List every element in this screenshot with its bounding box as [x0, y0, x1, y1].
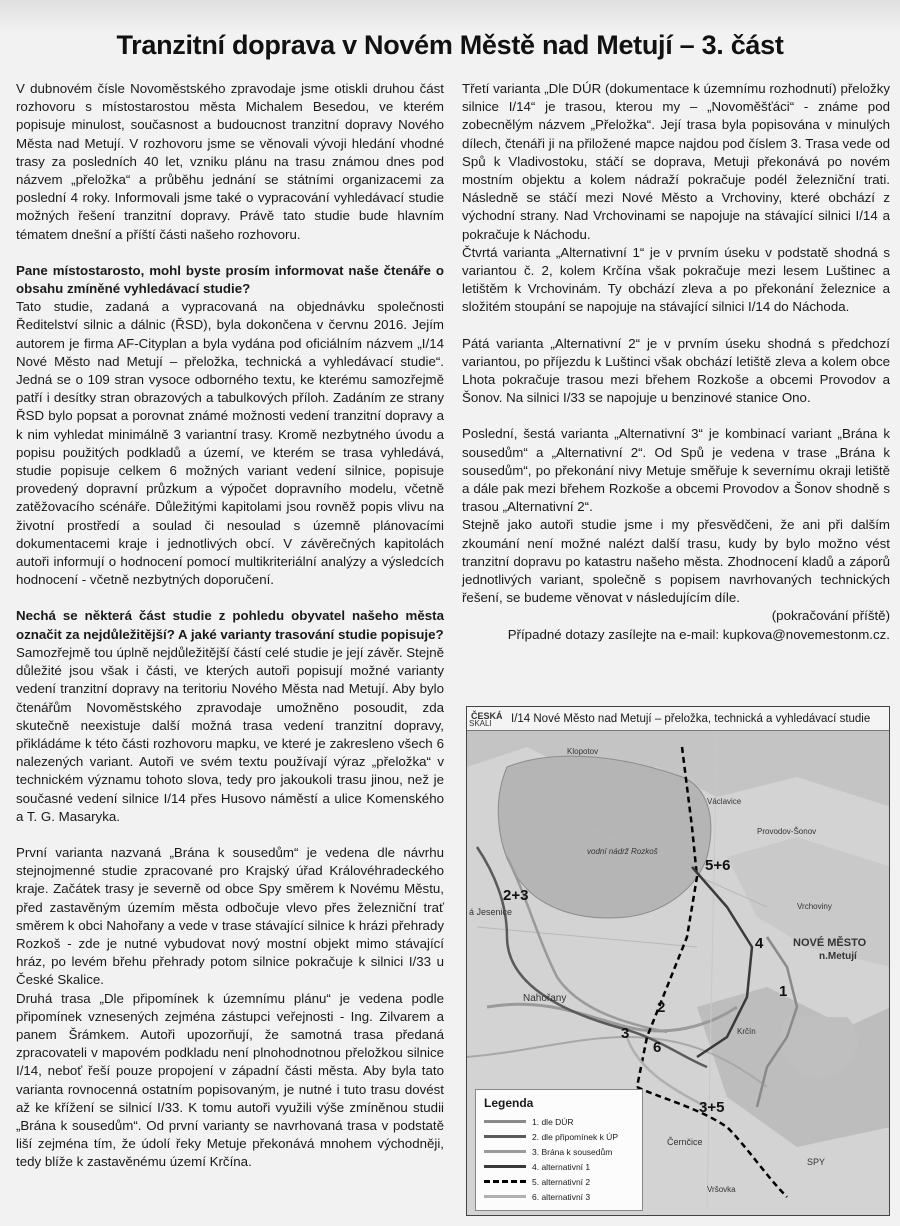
place-nahorany: Nahořany [523, 993, 567, 1004]
variant-5-paragraph: Pátá varianta „Alternativní 2“ je v prvním úseku shodná s předchozí variantou, po příjezdu k Luštinci však obchází letiště zleva a kolem obce Lhota pokračuje trasou mezi břehem Rozkoše a obcemi Provodov a Šonov. Na silnici I/33 se napojuje u benzinové stanice Ono. [462, 335, 890, 406]
legend-swatch [484, 1165, 526, 1168]
route-label-2-3: 2+3 [503, 887, 529, 904]
article-title: Tranzitní doprava v Novém Městě nad Metují – 3. část [116, 30, 784, 60]
map-legend [475, 1089, 643, 1211]
continued-note: (pokračování příště) [771, 608, 890, 624]
place-cernciec: Černčice [667, 1137, 703, 1147]
place-nove-mesto: NOVÉ MĚSTO [793, 937, 867, 949]
route-map [466, 706, 890, 1216]
variant-4-paragraph: Čtvrtá varianta „Alternativní 1“ je v prvním úseku v podstatě shodná s variantou č. 2, kolem Krčína však pokračuje mezi lesem Luštinec a letištěm k Vrchovinám. Ty obchází zleva a po překonání železnice a složitém stoupání se napojuje na stávající silnici I/14 do Náchoda. [462, 244, 890, 315]
variant-2-paragraph: Druhá trasa „Dle připomínek k územnímu plánu“ je vedena podle připomínek vznesených zejména zástupci veřejnosti - Ing. Zilvarem a panem Šrámkem. Autoři upozorňují, že samotná trasa předaná zpracovateli v mapovém podkladu není plnohodnotnou přeložkou silnice I/14, neboť řeší pouze propojení v západní části města. Aby byla tato varianta rovnocenná ostatním popisovaným, je nutné i tuto trasu dovést až ke křížení se silnicí I/33. K tomu autoři využili výše zmíněnou studii „Brána k sousedům“. Od první varianty se navrhovaná trasa v podstatě liší zejména tím, že údolí řeky Metuje překonává mnohem východněji, tedy blíže k zastavěnému území Krčína. [16, 990, 444, 1170]
answer-2: Samozřejmě tou úplně nejdůležitější částí celé studie je její závěr. Stejně důležité jsou však i části, ve kterých autoři popisují možné varianty vedení tranzitní dopravy na teritoriu Nového Města nad Metují. Aby bylo čtenářům Novoměstského zpravodaje umožněno posoudit, zda skutečně neexistuje další možná trasa vedení tranzitní dopravy, přikládáme k této části rozhovoru mapku, ve které je zakresleno všech 6 nalezených variant. Autoři ve svém textu používají výraz „přeložka“ v technickém významu tohoto slova, tedy pro jakoukoli trasu jinou, než je současné vedení silnice I/14 přes Husovo náměstí a ulice Komenského a T. G. Masaryka. [16, 644, 444, 824]
legend-swatch [484, 1195, 526, 1198]
legend-swatch [484, 1120, 526, 1123]
place-spy: SPY [807, 1157, 826, 1167]
route-label-6: 6 [653, 1039, 662, 1056]
legend-swatch [484, 1135, 526, 1138]
legend-label: 2. dle připomínek k ÚP [532, 1131, 618, 1142]
legend-item [484, 1144, 634, 1159]
legend-item [484, 1189, 634, 1204]
route-label-1: 1 [779, 983, 788, 1000]
map-corner-top: ČESKÁ [471, 711, 503, 721]
route-label-3: 3 [621, 1025, 630, 1042]
place-klopotov: Klopotov [567, 747, 599, 756]
answer-1: Tato studie, zadaná a vypracovaná na objednávku společnosti Ředitelství silnic a dálnic (ŘSD), byla dokončena v červnu 2016. Jejím autorem je firma AF-Cityplan a byla vydána pod oficiálním názvem „I/14 Nové Město nad Metují – přeložka, technická a vyhledávací studie“. Jedná se o 109 stran vysoce odborného textu, ke kterému samozřejmě patří i desítky stran obrazových a tabulkových příloh. Zadáním ze strany ŘSD bylo popsat a porovnat známé možnosti vedení tranzitní dopravy a k nim vyhledat minimálně 3 variantní trasy. Kromě nezbytného úvodu a popisu použitých podkladů a území, ve kterém se trasa vyhledává, studie popisuje celkem 6 možných variant vedení silnice, popisuje provedený dopravní průzkum a výpočet dopravního modelu, včetně zatěžovacího scénáře. Důležitými kapitolami jsou rovněž popis vlivu na životní prostředí a soulad či nesoulad s územně plánovacími dokumentacemi kraje i jednotlivých obcí. V závěrečných kapitolách autoři informují o hodnocení pomocí multikriteriální analýzy a výsledcích hodnocení - včetně nezbytných doporučení. [16, 299, 444, 588]
legend-title: Legenda [484, 1096, 534, 1110]
legend-label: 3. Brána k sousedům [532, 1146, 613, 1157]
intro-paragraph: V dubnovém čísle Novoměstského zpravodaje jsme otiskli druhou část rozhovoru s místostarostou města Michalem Besedou, ve kterém popisuje minulost, současnost a budoucnost tranzitní dopravy Nového Města nad Metují. V rozhovoru jsme se věnovali vývoji hledání vhodné trasy za posledních 40 let, vzniku plánu na trasu známou dnes pod názvem „přeložka“ a průběhu jednání se státními organizacemi za poslední 4 roky. Informovali jsme také o vypracování vyhledávací studie možných řešení tranzitní dopravy. Právě tato studie bude hlavním tématem dnešní a příští části našeho rozhovoru. [16, 81, 444, 242]
right-column [462, 80, 890, 644]
legend-label: 1. dle DÚR [532, 1116, 574, 1127]
question-1: Pane místostarosto, mohl byste prosím informovat naše čtenáře o obsahu zmíněné vyhledávací studie? [16, 262, 444, 297]
route-label-5-6: 5+6 [705, 857, 731, 874]
map-title: I/14 Nové Město nad Metují – přeložka, technická a vyhledávací studie [467, 707, 889, 731]
conclusion-paragraph: Stejně jako autoři studie jsme i my přesvědčeni, že ani při dalším zkoumání není možné nalézt další trasu, kudy by bylo možno vést tranzitní dopravu po katastru našeho města. Zhodnocení kladů a záporů jednotlivých variant, společně s popisem navrhovaných technických řešení, se budeme věnovat v následujícím díle. [462, 517, 890, 606]
legend-item [484, 1174, 634, 1189]
route-label-4: 4 [755, 935, 764, 952]
variant-1-paragraph: První varianta nazvaná „Brána k sousedům“ je vedena dle návrhu stejnojmenné studie zpracované pro Krajský úřad Královéhradeckého kraje. Začátek trasy je severně od obce Spy směrem k Novému Městu, před zastavěným územím města odbočuje vlevo přes železniční trať směrem k obci Nahořany a vede v trase stávající silnice k hrázi přehrady Rozkoš - zde je nutné vybudovat nový mostní objekt mimo stávající hráz, po levém břehu přehrady potom silnice pokračuje k silnici I/33 u České Skalice. [16, 844, 444, 988]
legend-item [484, 1159, 634, 1174]
legend-label: 5. alternativní 2 [532, 1176, 591, 1187]
place-krcin: Krčín [737, 1027, 756, 1036]
route-label-2: 2 [657, 999, 666, 1016]
previous-page-bleed [0, 0, 900, 30]
legend-item [484, 1129, 634, 1144]
route-label-3-5: 3+5 [699, 1099, 725, 1116]
place-vrchoviny: Vrchoviny [797, 902, 832, 911]
legend-swatch [484, 1150, 526, 1153]
legend-label: 4. alternativní 1 [532, 1161, 591, 1172]
map-corner-left: SKALI [469, 719, 492, 728]
variant-3-paragraph: Třetí varianta „Dle DÚR (dokumentace k územnímu rozhodnutí) přeložky silnice I/14“ je trasou, kterou my – „Novoměšťáci“ - známe pod zobecnělým názvem „Přeložka“. Její trasa byla popisována v minulých dílech, čtenáři ji na přiložené mapce najdou pod číslem 3. Trasa vede od Spů k Vladivostoku, stáčí se doprava, Metuji překonává po novém mostním objektu a kolem nádraží pokračuje podél železniční trati. Následně se stáčí mezi Nové Město a Vrchoviny, které obchází z východní strany. Nad Vrchovinami se napojuje na stávající silnici I/14 a pokračuje k Náchodu. [462, 81, 890, 242]
legend-label: 6. alternativní 3 [532, 1191, 591, 1202]
place-jesenice: á Jesenice [469, 907, 513, 917]
question-2: Nechá se některá část studie z pohledu obyvatel našeho města označit za nejdůležitější? A jaké varianty trasování studie popisuje? [16, 608, 444, 642]
contact-line: Případné dotazy zasílejte na e-mail: kupkova@novemestonm.cz. [507, 626, 890, 642]
legend-swatch [484, 1180, 526, 1183]
legend-item [484, 1114, 634, 1129]
place-provodov: Provodov-Šonov [757, 827, 817, 836]
place-nm-sub: n.Metují [819, 951, 857, 962]
place-vaclavice: Václavice [707, 797, 742, 806]
left-column [16, 80, 444, 1172]
variant-6-paragraph: Poslední, šestá varianta „Alternativní 3“ je kombinací variant „Brána k sousedům“ a „Alternativní 2“. Od Spů je vedena v trase „Brána k sousedům“, po překonání nivy Metuje směřuje k severnímu okraji letiště a dále pak mezi břehem Rozkoše a obcemi Provodov a Šonov shodně s trasou „Alternativní 2“. [462, 426, 890, 515]
place-vrsovka: Vršovka [707, 1185, 736, 1194]
place-lake: vodní nádrž Rozkoš [587, 847, 658, 856]
